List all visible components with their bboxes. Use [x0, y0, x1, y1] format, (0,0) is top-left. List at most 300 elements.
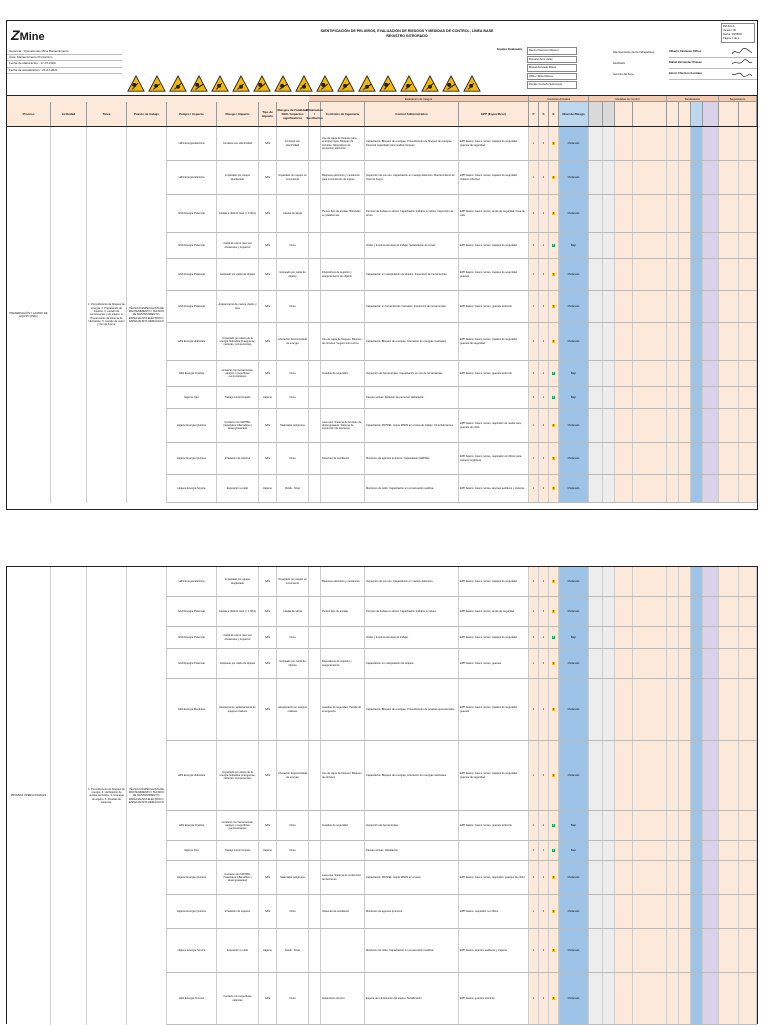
cell-blank6 — [679, 597, 691, 626]
cell-tipo: S&S — [259, 323, 277, 360]
cell-blank7 — [691, 259, 703, 290]
warning-other-icon — [463, 75, 481, 93]
cell-blank10 — [739, 929, 757, 972]
table-row — [167, 127, 757, 161]
cell-blank5 — [667, 741, 679, 810]
cell-blank1 — [589, 841, 603, 860]
column-group-header: Controles Actuales — [529, 96, 589, 102]
cell-epp: EPP básico: Casco, lentes, zapatos de seguridad — [459, 627, 529, 648]
column-header-ingenieria: Controles de Ingeniería — [321, 102, 365, 126]
cell-blank8 — [703, 361, 719, 386]
cell-peligro: H&S Energía Cinética — [167, 361, 217, 386]
cell-riesgo: Golpeado por caída de objetos — [217, 649, 259, 678]
cell-blank9 — [719, 567, 739, 596]
cell-e — [549, 895, 559, 928]
cell-e — [549, 361, 559, 386]
cell-blank5 — [667, 649, 679, 678]
cell-blank7 — [691, 361, 703, 386]
cell-blank3 — [615, 127, 633, 160]
cell-administrativo: Pausas activas. Hidratación. — [365, 841, 459, 860]
cell-e — [549, 811, 559, 840]
cell-e — [549, 233, 559, 258]
cell-blank3 — [615, 323, 633, 360]
cell-tipo: S&S — [259, 259, 277, 290]
cell-peligro: H&S Energía Eléctrica — [167, 127, 217, 160]
cell-nivel: Moderado — [559, 323, 589, 360]
cell-blank5 — [667, 841, 679, 860]
cell-blank7 — [691, 387, 703, 408]
risk-score-badge: 4 — [552, 635, 555, 639]
warning-tool-icon — [400, 75, 418, 93]
cell-blank9 — [719, 811, 739, 840]
cell-e — [549, 409, 559, 442]
cell-e — [549, 597, 559, 626]
cell-eliminacion — [309, 291, 321, 322]
cell-blank5 — [667, 291, 679, 322]
cell-blank3 — [615, 443, 633, 474]
cell-peligro: H&S Energía Eléctrica — [167, 161, 217, 194]
cell-riesgo: Caídas a distinto nivel (> 1.50m) — [217, 597, 259, 626]
column-header-blank1 — [589, 102, 603, 126]
table-row — [167, 233, 757, 259]
cell-administrativo: Permiso de trabajo en altura. Capacitación trabajos en altura. Inspección de arnés. — [365, 195, 459, 232]
cell-blank5 — [667, 861, 679, 894]
cell-riesgo: Impactado por equipo desplazado — [217, 567, 259, 596]
cell-blank8 — [703, 649, 719, 678]
company-logo: ZMine — [11, 27, 45, 43]
cell-blank9 — [719, 929, 739, 972]
cell-e — [549, 973, 559, 1024]
cell-eliminacion — [309, 741, 321, 810]
column-header-administrativo: Control Administrativo — [365, 102, 459, 126]
cell-s: 3 — [539, 127, 549, 160]
cell-blank8 — [703, 291, 719, 322]
column-header-nivel: Nivel de Riesgo — [559, 102, 589, 126]
cell-s: 2 — [539, 627, 549, 648]
cell-blank3 — [615, 361, 633, 386]
cell-blank3 — [615, 387, 633, 408]
risk-score-badge: 3 — [552, 909, 555, 913]
cell-epp: EPP básico: Casco, lentes, zapatos de seguridad — [459, 233, 529, 258]
cell-ingenieria — [321, 627, 365, 648]
column-header-blank6 — [679, 102, 691, 126]
cell-blank6 — [679, 443, 691, 474]
table-row — [167, 567, 757, 597]
cell-blank2 — [603, 597, 615, 626]
cell-tipo: S&S — [259, 361, 277, 386]
cell-epp: EPP básico: Casco, lentes, guantes anticorte — [459, 291, 529, 322]
cell-ingenieria — [321, 929, 365, 972]
cell-blank2 — [603, 741, 615, 810]
risk-score-badge: 3 — [552, 875, 555, 879]
cell-peligro: H&S Energía Potencial — [167, 233, 217, 258]
cell-eliminacion — [309, 679, 321, 740]
cell-blank10 — [739, 291, 757, 322]
merged-cell-tarea: 1. Procedimiento de bloqueo de energía. 2. Preparación de líquidos. 3. Lavado de componentes y de equipo. 4. Preservación de sistema de lubricación. 5. Lavado de motor y tren de fuerza. — [87, 127, 127, 503]
cell-ingenieria — [321, 841, 365, 860]
cell-s: 3 — [539, 161, 549, 194]
cell-s: 1 — [539, 387, 549, 408]
table-row — [167, 323, 757, 361]
cell-riesgo: Caída al mismo nivel por obstáculos y tropiezos — [217, 233, 259, 258]
cell-ingenieria: Aislamiento térmico — [321, 973, 365, 1024]
cell-tipo: S&S — [259, 409, 277, 442]
cell-blank3 — [615, 259, 633, 290]
column-header-blank7 — [691, 102, 703, 126]
cell-epp: EPP básico: Casco, lentes, respirador de media cara, guantes de nitrilo — [459, 409, 529, 442]
cell-s: 3 — [539, 195, 549, 232]
cell-e — [549, 627, 559, 648]
cell-blank3 — [615, 567, 633, 596]
cell-riesgo-sig: Contacto con electricidad — [277, 127, 309, 160]
cell-p: 2 — [529, 387, 539, 408]
cell-blank8 — [703, 387, 719, 408]
risk-score-badge: 6 — [552, 609, 555, 613]
cell-blank6 — [679, 161, 691, 194]
cell-blank2 — [603, 811, 615, 840]
cell-blank9 — [719, 649, 739, 678]
column-header-proceso: Proceso — [7, 102, 51, 126]
cell-blank3 — [615, 409, 633, 442]
cell-blank1 — [589, 567, 603, 596]
cell-peligro: Higiene Energía Química — [167, 861, 217, 894]
cell-blank10 — [739, 475, 757, 502]
cell-blank7 — [691, 161, 703, 194]
cell-epp — [459, 387, 529, 408]
cell-blank9 — [719, 895, 739, 928]
table-row — [167, 259, 757, 291]
role-label: Facilitador — [613, 62, 626, 65]
cell-blank3 — [615, 973, 633, 1024]
cell-riesgo-sig: Otros — [277, 361, 309, 386]
cell-blank10 — [739, 387, 757, 408]
cell-tipo: Higiene — [259, 387, 277, 408]
cell-blank4 — [633, 679, 667, 740]
cell-blank7 — [691, 973, 703, 1024]
cell-blank7 — [691, 127, 703, 160]
cell-blank5 — [667, 627, 679, 648]
cell-blank10 — [739, 161, 757, 194]
cell-blank9 — [719, 973, 739, 1024]
column-header-blank8 — [703, 102, 719, 126]
cell-blank8 — [703, 161, 719, 194]
cell-blank1 — [589, 475, 603, 502]
cell-administrativo: Orden y limpieza del área de trabajo. Señalización de zonas. — [365, 233, 459, 258]
cell-ingenieria: Dispositivos de sujeción y aseguramiento de objetos — [321, 259, 365, 290]
cell-riesgo: Inhalación de vapores — [217, 895, 259, 928]
cell-p: 2 — [529, 597, 539, 626]
cell-blank5 — [667, 679, 679, 740]
column-header-epp: EPP (Especificar) — [459, 102, 529, 126]
cell-eliminacion — [309, 895, 321, 928]
cell-nivel: Moderado — [559, 161, 589, 194]
cell-blank5 — [667, 443, 679, 474]
cell-p: 1 — [529, 323, 539, 360]
cell-blank9 — [719, 597, 739, 626]
cell-blank7 — [691, 861, 703, 894]
cell-blank4 — [633, 443, 667, 474]
cell-blank8 — [703, 409, 719, 442]
table-row — [167, 195, 757, 233]
cell-blank6 — [679, 127, 691, 160]
table-row — [167, 627, 757, 649]
cell-blank6 — [679, 409, 691, 442]
cell-blank10 — [739, 259, 757, 290]
cell-e — [549, 127, 559, 160]
cell-blank4 — [633, 597, 667, 626]
column-header-peligro: Peligro / Aspecto — [167, 102, 217, 126]
cell-peligro: H&S Energía Potencial — [167, 627, 217, 648]
risk-score-badge: 3 — [552, 707, 555, 711]
cell-blank4 — [633, 567, 667, 596]
cell-blank2 — [603, 567, 615, 596]
cell-tipo: Higiene — [259, 841, 277, 860]
column-header-blank10 — [739, 102, 757, 126]
cell-administrativo: Pausas activas. Rotación de personal. Hidratación. — [365, 387, 459, 408]
cell-ingenieria — [321, 387, 365, 408]
cell-administrativo: Capacitación Bloqueo de energías. Procedimiento de bloqueo de energías. Personal capacitado para realizar bloqueo. — [365, 127, 459, 160]
hazard-sign-strip — [127, 67, 497, 93]
cell-riesgo: Trabajo ininterrumpido — [217, 841, 259, 860]
cell-s: 3 — [539, 409, 549, 442]
cell-administrativo: Capacitación en manipulación de objetos. — [365, 649, 459, 678]
cell-blank2 — [603, 387, 615, 408]
cell-blank8 — [703, 443, 719, 474]
role-label: Representante de los trabajadores — [613, 51, 655, 54]
cell-e — [549, 259, 559, 290]
table-row — [167, 811, 757, 841]
cell-eliminacion — [309, 973, 321, 1024]
cell-epp: EPP básico: Casco, lentes, zapatos de seguridad, guantes de seguridad — [459, 127, 529, 160]
warning-load-icon — [295, 75, 313, 93]
cell-s: 3 — [539, 443, 549, 474]
cell-s: 3 — [539, 649, 549, 678]
merged-cell-proceso: PRESERVACIÓN Y LAVADO DE EQUIPO (PMA) — [7, 127, 51, 503]
warning-slip-icon — [232, 75, 250, 93]
cell-p: 1 — [529, 679, 539, 740]
cell-eliminacion — [309, 811, 321, 840]
cell-blank8 — [703, 259, 719, 290]
handwritten-signature — [731, 59, 753, 67]
cell-peligro: Higiene Otro — [167, 387, 217, 408]
cell-blank9 — [719, 475, 739, 502]
signer-name: Edson Chuchon Gonzales — [669, 72, 703, 75]
cell-ingenieria: Bloqueos eléctricos y mecánicos — [321, 567, 365, 596]
cell-blank6 — [679, 627, 691, 648]
meta-actualizacion: Fecha de actualización : 21-01-2021 — [7, 68, 122, 74]
cell-blank10 — [739, 841, 757, 860]
cell-blank8 — [703, 127, 719, 160]
cell-blank8 — [703, 597, 719, 626]
cell-peligro: H&S Energía Cinética — [167, 811, 217, 840]
cell-epp: EPP básico: Casco, lentes, zapatos de seguridad — [459, 567, 529, 596]
cell-eliminacion — [309, 409, 321, 442]
column-group-header: Seguimiento — [719, 96, 757, 102]
cell-blank2 — [603, 443, 615, 474]
cell-blank3 — [615, 233, 633, 258]
cell-riesgo: Atrapamiento, aplastamiento en equipos rotativos — [217, 679, 259, 740]
cell-nivel: Moderado — [559, 895, 589, 928]
cell-e — [549, 387, 559, 408]
cell-blank1 — [589, 741, 603, 810]
cell-blank2 — [603, 973, 615, 1024]
cell-blank2 — [603, 409, 615, 442]
cell-blank8 — [703, 627, 719, 648]
cell-riesgo-sig: Materiales peligrosos — [277, 409, 309, 442]
cell-peligro: Higiene Energía Química — [167, 443, 217, 474]
merged-cell-proceso: PRUEBAS OPERACIONALES — [7, 567, 51, 1025]
approval-roles — [613, 47, 667, 80]
cell-e — [549, 679, 559, 740]
cell-blank5 — [667, 567, 679, 596]
cell-riesgo: Trabajo ininterrumpido — [217, 387, 259, 408]
cell-nivel: Bajo — [559, 627, 589, 648]
cell-riesgo: Inhalación de vapores — [217, 443, 259, 474]
cell-blank7 — [691, 597, 703, 626]
cell-blank1 — [589, 443, 603, 474]
cell-peligro: H&S Energía Hidráulica — [167, 323, 217, 360]
cell-blank3 — [615, 161, 633, 194]
cell-e — [549, 649, 559, 678]
cell-epp: EPP básico: tapones auditivos y orejeras — [459, 929, 529, 972]
warning-hand-icon — [190, 75, 208, 93]
cell-e — [549, 841, 559, 860]
document-version: Versión: 00 — [723, 29, 736, 32]
warning-hot-icon — [316, 75, 334, 93]
cell-nivel: Moderado — [559, 741, 589, 810]
cell-tipo: S&S — [259, 679, 277, 740]
cell-epp: EPP básico: Casco, lentes, tapones auditivos y orejeras — [459, 475, 529, 502]
cell-blank2 — [603, 895, 615, 928]
cell-blank8 — [703, 741, 719, 810]
cell-epp: EPP básico: Casco, lentes, respirador con filtros para vapores orgánicos — [459, 443, 529, 474]
cell-ingenieria — [321, 291, 365, 322]
cell-riesgo-sig: Golpeado por caída de objetos — [277, 649, 309, 678]
risk-score-badge: 3 — [552, 304, 555, 308]
team-member: Renato Cerceño Sotomayor — [527, 81, 577, 89]
cell-riesgo: Caídas a distinto nivel (> 1.50m) — [217, 195, 259, 232]
cell-blank7 — [691, 895, 703, 928]
cell-blank9 — [719, 741, 739, 810]
cell-nivel: Moderado — [559, 475, 589, 502]
document-page: Página 1 de 3 — [723, 37, 740, 40]
cell-riesgo-sig: Materiales peligrosos — [277, 861, 309, 894]
team-member: Romario Arce Velaz — [527, 56, 577, 64]
table-row — [167, 597, 757, 627]
cell-blank7 — [691, 627, 703, 648]
cell-blank4 — [633, 323, 667, 360]
cell-eliminacion — [309, 649, 321, 678]
cell-p: 1 — [529, 409, 539, 442]
cell-ingenieria: Uso de cajas de bloqueo. Bloqueo de circuitos — [321, 741, 365, 810]
cell-riesgo-sig: Atrapamiento en equipos rotativos — [277, 679, 309, 740]
iperc-sheet-page-2 — [6, 566, 758, 1024]
cell-eliminacion — [309, 127, 321, 160]
cell-blank4 — [633, 475, 667, 502]
cell-blank5 — [667, 409, 679, 442]
cell-tipo: Higiene — [259, 475, 277, 502]
cell-blank8 — [703, 195, 719, 232]
table-row — [167, 475, 757, 503]
cell-riesgo-sig: Otros — [277, 841, 309, 860]
cell-eliminacion — [309, 387, 321, 408]
column-header-p: P — [529, 102, 539, 126]
cell-epp: EPP básico: Casco, lentes, zapatos de seguridad, guantes de seguridad — [459, 323, 529, 360]
cell-blank1 — [589, 627, 603, 648]
cell-peligro: Higiene Energía Química — [167, 895, 217, 928]
cell-s: 2 — [539, 361, 549, 386]
document-date: Fecha: 30/08/18 — [723, 33, 742, 36]
cell-blank7 — [691, 649, 703, 678]
cell-p: 1 — [529, 973, 539, 1024]
cell-blank8 — [703, 475, 719, 502]
cell-ingenieria — [321, 233, 365, 258]
cell-riesgo: Impactado por efecto de la energía hidráulica (mangueras, cañerías, componentes) — [217, 323, 259, 360]
risk-score-badge: 2 — [552, 848, 555, 852]
cell-s: 2 — [539, 811, 549, 840]
cell-blank6 — [679, 841, 691, 860]
cell-nivel: Moderado — [559, 973, 589, 1024]
document-code: ZM-SIG-F- — [723, 25, 736, 28]
cell-blank5 — [667, 929, 679, 972]
cell-eliminacion — [309, 361, 321, 386]
cell-e — [549, 291, 559, 322]
warning-electric-icon — [169, 75, 187, 93]
team-member: Miguel Alvarado Matos — [527, 64, 577, 72]
cell-nivel: Moderado — [559, 597, 589, 626]
cell-blank1 — [589, 233, 603, 258]
cell-blank5 — [667, 233, 679, 258]
cell-ingenieria: Dispositivos de sujeción y aseguramiento — [321, 649, 365, 678]
cell-riesgo-sig: Otros — [277, 291, 309, 322]
cell-riesgo-sig: Liberación descontrolada de energía — [277, 323, 309, 360]
column-header-riesgo: Riesgo / Impacto — [217, 102, 259, 126]
column-header-blank2 — [603, 102, 615, 126]
cell-blank4 — [633, 233, 667, 258]
merged-cell-puesto: TÉCNICO ESPECIALISTA DE MANTENIMIENTO / TÉCNICO DE MANTENIMIENTO / ESPECIALISTA ELÉCTRICO / ESPECIALISTA HIDRÁULICO — [127, 127, 167, 503]
cell-administrativo: Capacitación en manipulación de objetos. Inspección de herramientas. — [365, 259, 459, 290]
cell-e — [549, 861, 559, 894]
column-header-e: E — [549, 102, 559, 126]
document-header — [7, 21, 757, 96]
cell-blank1 — [589, 195, 603, 232]
table-row — [167, 649, 757, 679]
risk-score-badge: 3 — [552, 272, 555, 276]
table-row — [167, 861, 757, 895]
cell-ingenieria: Lava ojos. Sistema de bombeo de desengrasante. Sistema de contención de derrames — [321, 409, 365, 442]
cell-blank5 — [667, 361, 679, 386]
meta-elaboracion: Fecha de elaboración : 17-07-2020 — [7, 61, 122, 67]
cell-blank2 — [603, 259, 615, 290]
cell-blank1 — [589, 323, 603, 360]
cell-nivel: Bajo — [559, 233, 589, 258]
cell-blank6 — [679, 649, 691, 678]
table-row — [167, 929, 757, 973]
column-header-riesgo-sig: Riesgos de Fatalidad SSO / Impactos significativos — [277, 102, 309, 126]
risk-score-badge: 3 — [552, 773, 555, 777]
cell-nivel: Moderado — [559, 649, 589, 678]
cell-blank1 — [589, 973, 603, 1024]
cell-riesgo-sig: Otros — [277, 627, 309, 648]
cell-blank1 — [589, 649, 603, 678]
table-row — [167, 409, 757, 443]
cell-blank5 — [667, 597, 679, 626]
cell-eliminacion — [309, 259, 321, 290]
cell-blank6 — [679, 323, 691, 360]
cell-nivel: Moderado — [559, 929, 589, 972]
warning-noise-icon — [337, 75, 355, 93]
cell-nivel: Moderado — [559, 567, 589, 596]
